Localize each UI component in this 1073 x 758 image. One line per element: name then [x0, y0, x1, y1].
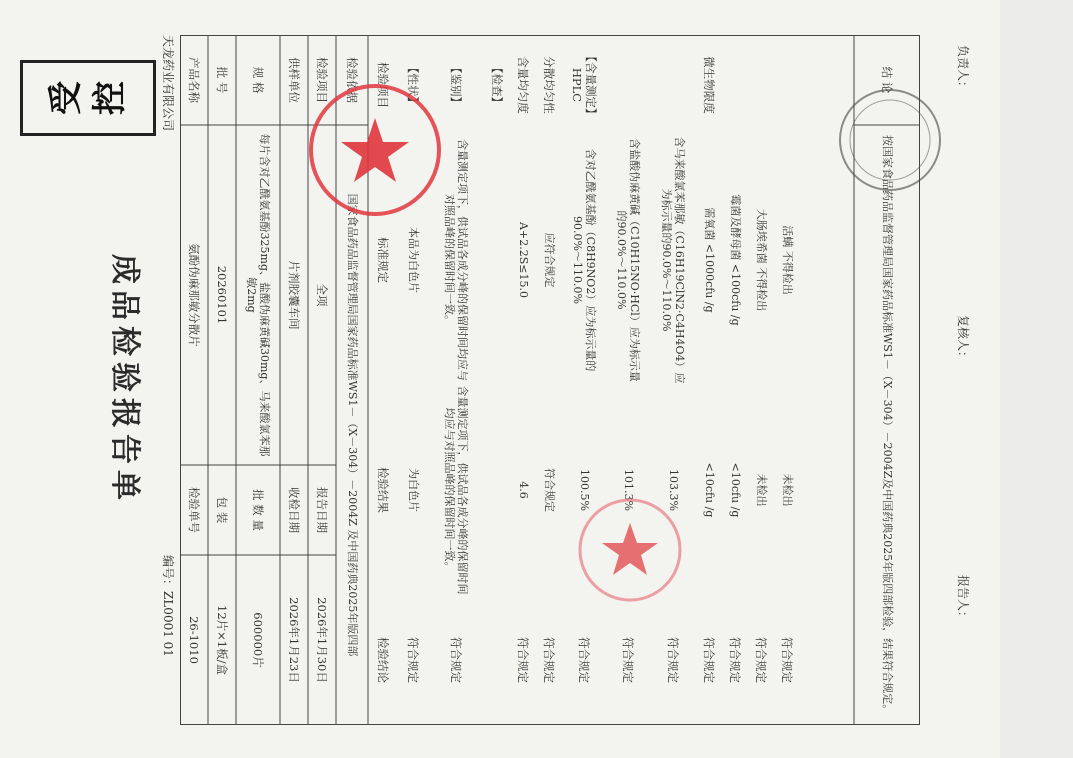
- row-item: 分散均匀性: [542, 56, 556, 114]
- row-standard: 含量测定项下，供试品各成分峰的保留时间均应与对照品峰的保留时间一致。: [443, 139, 470, 381]
- stamp-char-2: 控: [90, 81, 130, 115]
- col-header-conclusion: 检验结论: [376, 637, 390, 683]
- col-header-standard: 标准规定: [376, 237, 390, 283]
- row-conclusion: [484, 595, 510, 725]
- row-standard: 含对乙酰氨基酚（C8H9NO2）应为标示量的90.0%～110.0%: [571, 148, 598, 372]
- row-conclusion: 符合规定: [542, 637, 556, 683]
- label-inspection-no: 检验单号: [187, 487, 201, 533]
- inspection-report: [107, 15, 970, 745]
- row-result: 100.5%: [577, 469, 591, 511]
- value-inspection-no: 26-1010: [187, 616, 201, 664]
- stamp-char-1: 受: [46, 81, 86, 115]
- row-conclusion: 符合规定: [516, 637, 530, 683]
- reviewer-label: 复核人：: [956, 315, 970, 364]
- value-supplier: 片剂胶囊车间: [287, 260, 301, 330]
- row-standard: 大肠埃希菌 不得检出: [754, 208, 768, 312]
- company-seal-top: [305, 80, 445, 220]
- row-result: 未检出: [754, 473, 768, 507]
- label-supplier: 供样单位: [287, 57, 301, 103]
- row-item: [722, 35, 748, 135]
- row-standard: 应符合规定: [542, 232, 556, 288]
- row-standard: A+2.2S≤15.0: [516, 222, 530, 298]
- document-code: 编号：ZL0001 01: [161, 555, 175, 657]
- row-item: [774, 35, 800, 135]
- row-item: 【含量测定】HPLC: [570, 50, 598, 120]
- row-result: 符合规定: [542, 468, 556, 512]
- label-conclusion: 结 论: [880, 66, 894, 94]
- row-conclusion: 符合规定: [702, 637, 716, 683]
- value-package: 12片×1板/盒: [215, 605, 229, 675]
- row-result: 103.3%: [666, 469, 680, 511]
- value-batch-qty: 600000片: [251, 612, 265, 668]
- row-conclusion: 符合规定: [449, 637, 463, 683]
- row-result: 未检出: [780, 473, 794, 507]
- reporter-label: 报告人：: [956, 575, 970, 624]
- value-report-date: 2026年1月30日: [315, 597, 329, 683]
- row-result: <10cfu /g: [702, 462, 716, 518]
- page-edge: [1000, 0, 1073, 758]
- row-standard: 霉菌及酵母菌 <100cfu /g: [728, 194, 742, 326]
- row-result: <10cfu /g: [728, 462, 742, 518]
- value-test-items: 全项: [315, 283, 329, 307]
- label-batch-qty: 批 数 量: [251, 489, 265, 531]
- report-title: 成品检验报告单: [107, 254, 142, 506]
- row-item: 【性状】: [406, 62, 420, 108]
- row-item: 含量均匀度: [516, 56, 530, 114]
- row-standard: 本品为白色片: [406, 227, 420, 293]
- label-basis: 检验依据: [345, 57, 359, 103]
- row-item: [606, 35, 650, 135]
- row-standard: 需氧菌 <1000cfu /g: [702, 207, 716, 313]
- row-standard: 活螨 不得检出: [780, 225, 794, 295]
- row-conclusion: 符合规定: [780, 637, 794, 683]
- col-header-item: 检验项目: [376, 62, 390, 108]
- row-item: 【检查】: [490, 62, 504, 108]
- value-basis: 国家食品药品监督管理局国家药品标准WS1－（X－304）－2004Z 及中国药典2025年版四部: [345, 193, 359, 657]
- value-spec: 每片含对乙酰氨基酚325mg、盐酸伪麻黄碱30mg、马来酸氯苯那敏2mg: [245, 133, 272, 457]
- controlled-copy-stamp: [20, 60, 156, 136]
- row-result: 101.3%: [621, 469, 635, 511]
- responsible-label: 负责人：: [956, 45, 970, 94]
- value-batch-no: 20260101: [215, 265, 229, 325]
- value-conclusion: 按国家食品药品监督管理局国家药品标准WS1－（X－304）－2004Z及中国药典2025年版四部检验，结果符合规定。: [880, 135, 894, 716]
- row-standard: [484, 135, 510, 385]
- row-result: 含量测定项下，供试品各成分峰的保留时间均应与对照品峰的保留时间一致。: [443, 385, 470, 595]
- inspection-seal-bottom: [575, 495, 685, 605]
- label-product-name: 产品名称: [187, 57, 201, 103]
- col-header-result: 检验结果: [376, 467, 390, 513]
- row-conclusion: 符合规定: [577, 637, 591, 683]
- round-seal-right: [835, 85, 945, 195]
- row-conclusion: 符合规定: [754, 637, 768, 683]
- row-conclusion: 符合规定: [728, 637, 742, 683]
- row-item: [748, 35, 774, 135]
- row-result: [484, 385, 510, 595]
- row-result: 4.6: [516, 481, 530, 499]
- row-result: 为白色片: [406, 468, 420, 512]
- row-standard: 含马来酸氯苯那敏（C16H19ClN2·C4H4O4）应为标示量的90.0%～110.0%: [660, 136, 687, 384]
- value-product-name: 氨酚伪麻那敏分散片: [187, 243, 201, 347]
- label-report-date: 报告日期: [315, 487, 329, 533]
- row-conclusion: 符合规定: [621, 637, 635, 683]
- label-batch-no: 批 号: [215, 66, 229, 94]
- row-standard: 含盐酸伪麻黄碱（C10H15NO·HCl）应为标示量的90.0%～110.0%: [615, 138, 642, 382]
- label-test-items: 检验项目: [315, 57, 329, 103]
- row-item: 微生物限度: [702, 56, 716, 114]
- row-conclusion: 符合规定: [666, 637, 680, 683]
- company-name: 天龙药业有限公司: [161, 35, 175, 132]
- row-conclusion: 符合规定: [406, 637, 420, 683]
- row-item: 【鉴别】: [449, 62, 463, 108]
- label-package: 包 装: [215, 496, 229, 524]
- row-item: [650, 35, 696, 135]
- label-spec: 规 格: [251, 66, 265, 94]
- label-receive-date: 收检日期: [287, 487, 301, 533]
- report-table: [180, 35, 920, 725]
- value-receive-date: 2026年1月23日: [287, 597, 301, 683]
